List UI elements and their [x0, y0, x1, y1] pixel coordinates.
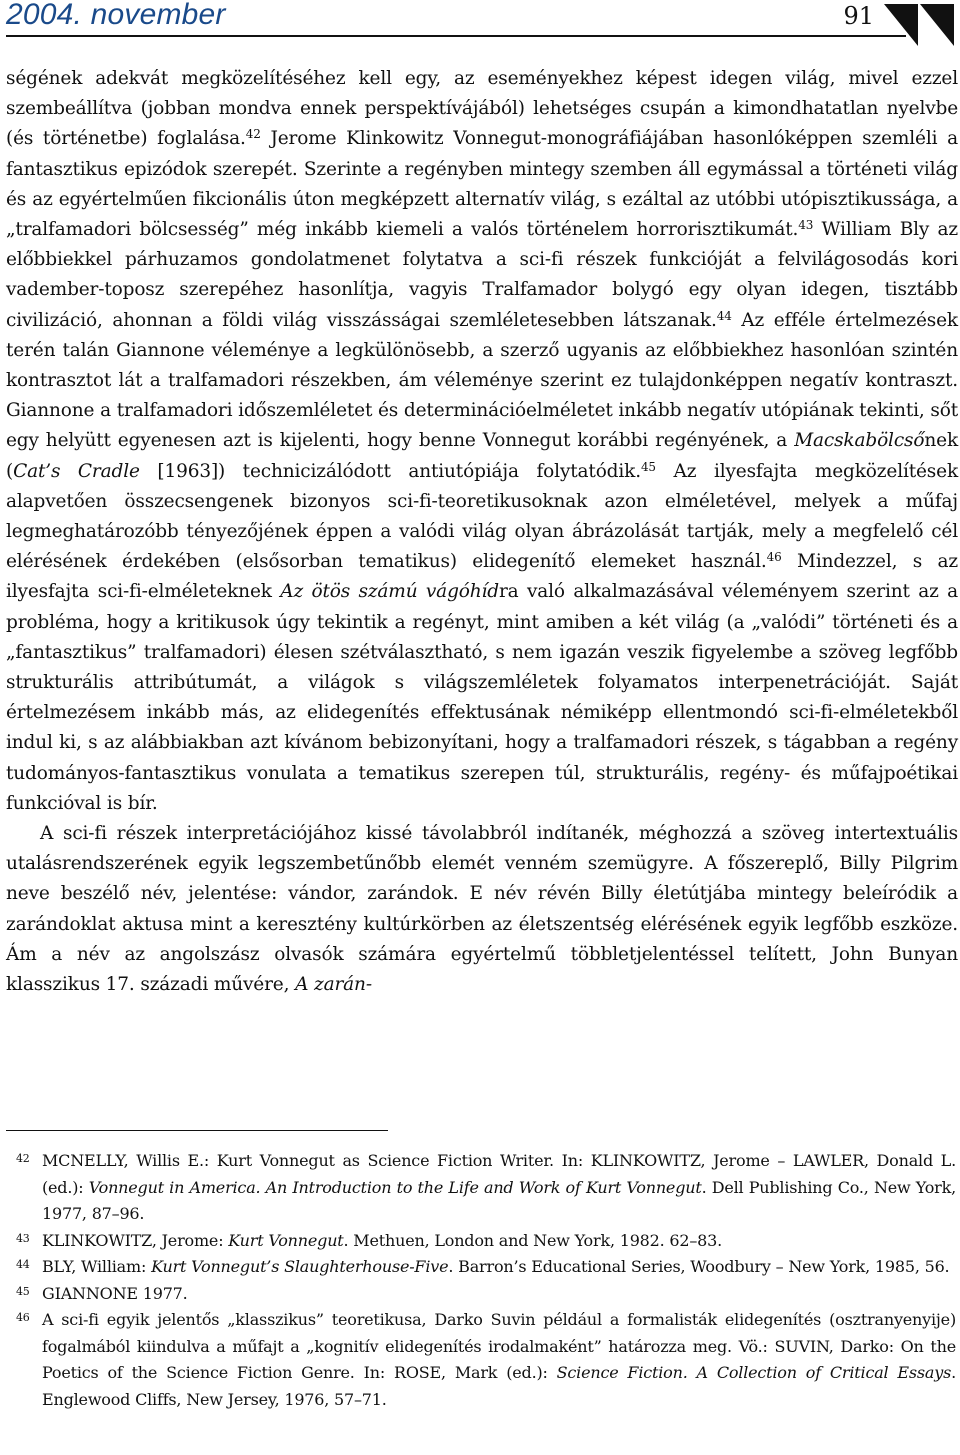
footnote-number: 45 [16, 1284, 30, 1298]
text-run: . Englewood Cliffs, New Jersey, 1976, 57–71. [42, 1363, 956, 1409]
italic-title: Macskabölcső [794, 430, 925, 452]
footnote-ref: 42 [245, 127, 261, 142]
footnote-separator [6, 1130, 388, 1131]
paragraph [6, 64, 958, 819]
footnote [6, 1228, 956, 1255]
paragraph [6, 819, 958, 1000]
text-run: nek ( [6, 430, 958, 482]
issue-title: 2004. november [6, 0, 226, 31]
body-text [6, 64, 958, 1000]
text-run: A sci-fi egyik jelentős „klasszikus” teoretikusa, Darko Suvin például a formalisták elidegenítés (osztranyenyije) fogalmából kiindulva a műfajt a „kognitív elidegenítés irodalmaként” határozza meg. Vö.: SUVIN, Darko: On the Poetics of the Science Fiction Genre. In: ROSE, Mark (ed.): [42, 1310, 956, 1382]
double-triangle-logo-icon [882, 2, 956, 48]
footnote-number: 46 [16, 1311, 30, 1324]
text-run: A sci-fi részek interpretációjához kissé távolabbról indítanék, méghozzá a szöveg intertextuális utalásrendszerének egyik legszembetűnőbb elemét venném szemügyre. A főszereplő, Billy Pilgrim neve beszélő név, jelentése: vándor, zarándok. E név révén Billy életútjába mintegy beleíródik a zarándoklat aktusa mint a keresztény kultúrkörben az életszentség elérésének egyik legfőbb eszköze. Ám a név az angolszász olvasók számára egyértelmű többletjelentéssel telített, John Bunyan klasszikus 17. századi művére, [6, 823, 958, 996]
page-header [6, 0, 960, 44]
footnote [6, 1307, 956, 1413]
text-run: GIANNONE 1977. [42, 1283, 188, 1303]
footnote [6, 1148, 956, 1228]
text-run: William Bly az előbbiekkel párhuzamos gondolatmenet folytatva a sci-fi részek funkcióját a felvilágosodás kori vadember-toposz szerepéhez hasonlítja, vagyis Tralfamador bolygó egy olyan idegen, tisztább civilizáció, ahonnan a földi világ visszásságai szemléletesebben látszanak. [6, 219, 958, 331]
text-run: . Dell Publishing Co., New York, 1977, 87–96. [42, 1177, 957, 1223]
italic-title: Kurt Vonnegut [228, 1230, 344, 1250]
footnote [6, 1254, 956, 1281]
footnote-number: 44 [16, 1258, 30, 1271]
text-run: Az efféle értelmezések terén talán Giannone véleménye a legkülönösebb, a szerző ugyanis az előbbiekhez hasonlóan szintén kontrasztot lát a tralfamadori részekben, ám véleménye szerint ez tulajdonképpen negatív kontraszt. Giannone a tralfamadori időszemléletet és determinációelméletet inkább negatív utópiának tekinti, sőt egy helyütt egyenesen azt is kijelenti, hogy benne Vonnegut korábbi regényének, a [6, 309, 958, 452]
footnote-number: 42 [16, 1152, 30, 1165]
footnote-ref: 44 [716, 308, 732, 323]
text-run: KLINKOWITZ, Jerome: [42, 1230, 229, 1250]
italic-title: Vonnegut in America. An Introduction to the Life and Work of Kurt Vonnegut [88, 1177, 702, 1197]
italic-title: Cat’s Cradle [13, 460, 140, 482]
text-run: [1963]) technicizálódott antiutópiája folytatódik. [139, 460, 641, 482]
italic-title: Az ötös számú vágóhíd [280, 581, 499, 603]
text-run: . Barron’s Educational Series, Woodbury – New York, 1985, 56. [448, 1257, 950, 1276]
footnote-number: 43 [16, 1231, 30, 1245]
text-run: Jerome Klinkowitz Vonnegut-monográfiájában hasonlóképpen szemléli a fantasztikus epizódok szerepét. Szerinte a regényben mintegy szemben áll egymással a történeti világ és az egyértelműen fikcionális úton megképzett alternatív világ, s ezáltal az utóbbi utópisztikussága, a „tralfamadori bölcsesség” még inkább kiemeli a valós történelem horrorisztikumát. [6, 128, 958, 241]
text-run: . Methuen, London and New York, 1982. 62–83. [343, 1230, 723, 1250]
footnotes [6, 1148, 956, 1413]
text-run: BLY, William: [42, 1257, 152, 1276]
italic-title: Science Fiction. A Collection of Critical Essays [556, 1363, 952, 1382]
header-rule [6, 35, 906, 37]
footnote [6, 1281, 956, 1308]
italic-title: A zarán- [295, 974, 372, 996]
page-number: 91 [843, 2, 874, 30]
footnote-ref: 46 [766, 550, 782, 565]
text-run: ségének adekvát megközelítéséhez kell egy, az eseményekhez képest idegen világ, mivel ezzel szembeállítva (jobban mondva ennek perspektívájából) lehetséges csupán a kimondhatatlan nyelvbe (és történetbe) foglalása. [6, 68, 958, 150]
footnote-ref: 43 [798, 218, 814, 233]
text-run: MCNELLY, Willis E.: Kurt Vonnegut as Science Fiction Writer. In: KLINKOWITZ, Jerome – LAWLER, Donald L. (ed.): [42, 1151, 956, 1197]
text-run: Mindezzel, s az ilyesfajta sci-fi-elméleteknek [6, 551, 958, 603]
italic-title: Kurt Vonnegut’s Slaughterhouse-Five [151, 1257, 449, 1276]
footnote-ref: 45 [640, 459, 656, 474]
text-run: Az ilyesfajta megközelítések alapvetően összecsengenek bizonyos sci-fi-teoretikusoknak azon elméletével, melyek a műfaj legmeghatározóbb tényezőjének éppen a valódi világ olyan ábrázolását tartják, mely a megfelelő cél elérésének érdekében (elsősorban tematikus) elidegenítő elemeket használ. [6, 460, 959, 573]
text-run: ra való alkalmazásával véleményem szerint az a probléma, hogy a kritikusok úgy tekintik a regényt, mint amiben a két világ (a „valódi” történeti és a „fantasztikus” tralfamadori) élesen szétválasztható, s nem igazán veszik figyelembe a szöveg legfőbb strukturális attribútumát, a világok s világszemléletek folyamatos interpenetrációját. Saját értelmezésem inkább más, az elidegenítés effektusának némiképp ellentmondó sci-fi-elméletekből indul ki, s az alábbiakban azt kívánom bebizonyítani, hogy a tralfamadori részek, s tágabban a regény tudományos-fantasztikus vonulata a tematikus szerepen túl, strukturális, regény- és műfajpoétikai funkcióval is bír. [6, 581, 959, 814]
